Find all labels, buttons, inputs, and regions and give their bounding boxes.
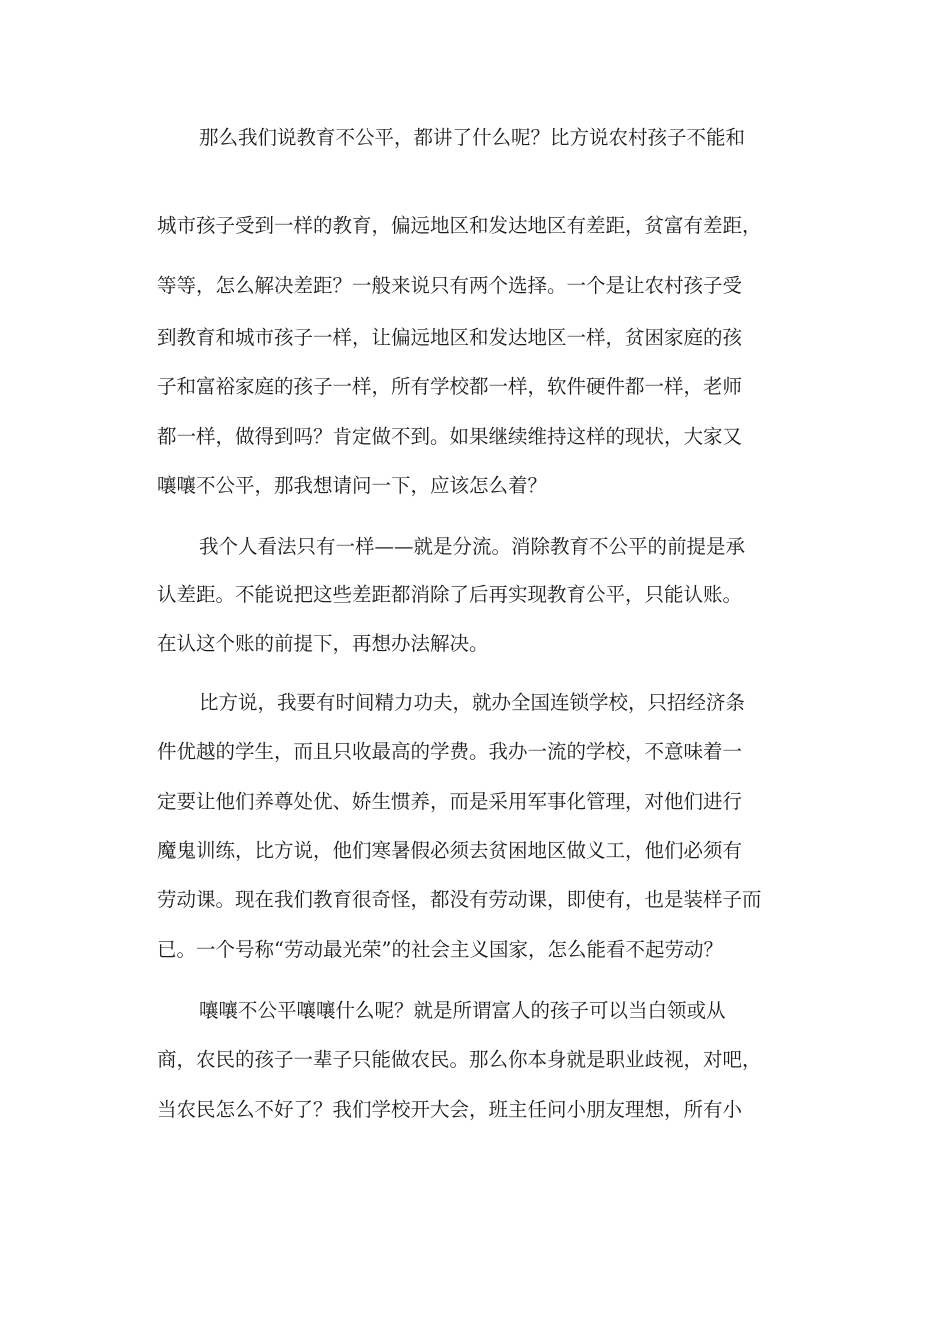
text-line: 定要让他们养尊处优、娇生惯养，而是采用军事化管理，对他们进行 xyxy=(157,790,743,813)
text-line: 都一样，做得到吗？肯定做不到。如果继续维持这样的现状，大家又 xyxy=(157,425,743,448)
text-line: 认差距。不能说把这些差距都消除了后再实现教育公平，只能认账。 xyxy=(157,583,743,606)
text-line: 商，农民的孩子一辈子只能做农民。那么你本身就是职业歧视，对吧， xyxy=(157,1048,762,1071)
text-line: 比方说，我要有时间精力功夫，就办全国连锁学校，只招经济条 xyxy=(199,691,746,714)
text-line: 我个人看法只有一样——就是分流。消除教育不公平的前提是承 xyxy=(199,535,746,558)
text-line: 已。一个号称“劳动最光荣”的社会主义国家，怎么能看不起劳动？ xyxy=(157,938,723,961)
text-line: 等等，怎么解决差距？一般来说只有两个选择。一个是让农村孩子受 xyxy=(157,274,743,297)
text-line: 件优越的学生，而且只收最高的学费。我办一流的学校，不意味着一 xyxy=(157,740,743,763)
text-line: 城市孩子受到一样的教育，偏远地区和发达地区有差距，贫富有差距， xyxy=(157,214,762,237)
text-line: 那么我们说教育不公平，都讲了什么呢？比方说农村孩子不能和 xyxy=(199,126,746,149)
text-line: 到教育和城市孩子一样，让偏远地区和发达地区一样，贫困家庭的孩 xyxy=(157,326,743,349)
text-line: 在认这个账的前提下，再想办法解决。 xyxy=(157,632,489,655)
text-line: 魔鬼训练，比方说，他们寒暑假必须去贫困地区做义工，他们必须有 xyxy=(157,839,743,862)
text-line: 子和富裕家庭的孩子一样，所有学校都一样，软件硬件都一样，老师 xyxy=(157,375,743,398)
text-line: 嚷嚷不公平，那我想请问一下，应该怎么着？ xyxy=(157,474,548,497)
text-line: 当农民怎么不好了？我们学校开大会，班主任问小朋友理想，所有小 xyxy=(157,1098,743,1121)
text-line: 劳动课。现在我们教育很奇怪，都没有劳动课，即使有，也是装样子而 xyxy=(157,888,762,911)
text-line: 嚷嚷不公平嚷嚷什么呢？就是所谓富人的孩子可以当白领或从 xyxy=(199,999,726,1022)
